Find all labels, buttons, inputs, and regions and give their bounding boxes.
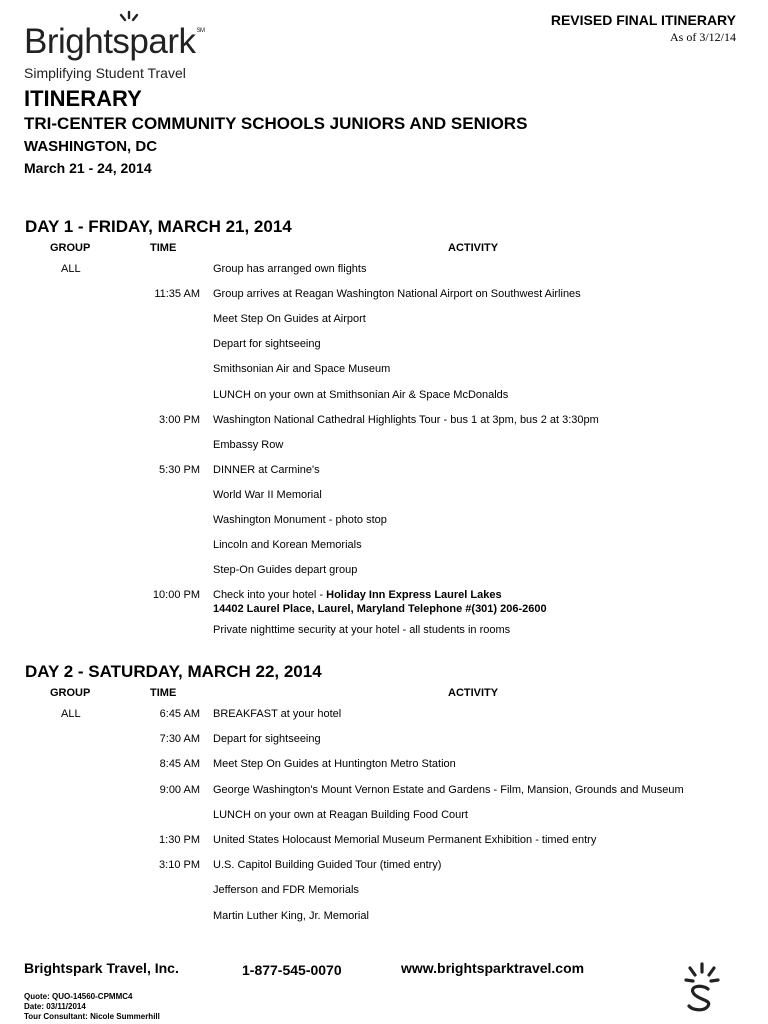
revision-date: As of 3/12/14 (670, 30, 736, 44)
revision-title: REVISED FINAL ITINERARY (550, 12, 736, 28)
row-activity: Washington National Cathedral Highlights Tour - bus 1 at 3pm, bus 2 at 3:30pm (213, 413, 599, 426)
row-activity: Depart for sightseeing (213, 733, 321, 746)
row-time: 6:45 AM (159, 708, 200, 720)
row-time: 9:00 AM (159, 783, 200, 796)
row-activity: Step-On Guides depart group (213, 564, 358, 577)
client-name: TRI-CENTER COMMUNITY SCHOOLS JUNIORS AND SENIORS (24, 114, 528, 133)
row-activity: Group arrives at Reagan Washington National Airport on Southwest Airlines (213, 288, 581, 301)
day1-title: DAY 1 - FRIDAY, MARCH 21, 2014 (25, 217, 292, 236)
destination-city: WASHINGTON, DC (24, 138, 158, 155)
footer-consultant: Tour Consultant: Nicole Summerhill (24, 1012, 160, 1021)
row-activity: Jefferson and FDR Memorials (213, 884, 359, 897)
row-activity: Meet Step On Guides at Airport (213, 313, 366, 326)
footer-company: Brightspark Travel, Inc. (24, 960, 179, 976)
row-time: 3:00 PM (159, 413, 200, 426)
day2-header-activity: ACTIVITY (448, 687, 499, 699)
security-note: Private nighttime security at your hotel - all students in rooms (213, 624, 511, 636)
row-time: 11:35 AM (154, 288, 200, 301)
row-activity: United States Holocaust Memorial Museum Permanent Exhibition - timed entry (213, 834, 597, 846)
row-activity: George Washington's Mount Vernon Estate and Gardens - Film, Mansion, Grounds and Museum (213, 783, 684, 796)
row-activity: U.S. Capitol Building Guided Tour (timed entry) (213, 859, 442, 872)
spark-icon (115, 10, 143, 28)
day2-title: DAY 2 - SATURDAY, MARCH 22, 2014 (25, 662, 322, 681)
page-title: ITINERARY (24, 86, 142, 111)
row-activity: Smithsonian Air and Space Museum (213, 363, 391, 376)
footer-website[interactable]: www.brightsparktravel.com (401, 960, 585, 976)
hotel-prefix: Check into your hotel - (213, 589, 327, 601)
row-activity: Group has arranged own flights (213, 263, 367, 275)
row-group: ALL (61, 263, 81, 275)
trip-dates: March 21 - 24, 2014 (24, 160, 152, 176)
row-activity: DINNER at Carmine's (213, 463, 320, 476)
hotel-name: Holiday Inn Express Laurel Lakes (326, 589, 502, 601)
row-activity: Embassy Row (213, 438, 284, 451)
hotel-address: 14402 Laurel Place, Laurel, Maryland Telephone #(301) 206-2600 (213, 603, 547, 615)
row-activity: LUNCH on your own at Smithsonian Air & Space McDonalds (213, 388, 509, 401)
brand-logo (24, 22, 205, 62)
row-time: 1:30 PM (159, 834, 200, 846)
row-activity: Meet Step On Guides at Huntington Metro Station (213, 758, 456, 771)
footer-quote: Quote: QUO-14560-CPMMC4 (24, 992, 133, 1001)
row-time: 5:30 PM (159, 463, 200, 476)
row-time: 8:45 AM (159, 758, 200, 771)
footer-phone: 1-877-545-0070 (242, 962, 342, 978)
hotel-time: 10:00 PM (152, 589, 200, 601)
day1-header-activity: ACTIVITY (448, 242, 499, 254)
spark-s-icon (682, 962, 722, 1014)
row-activity: Martin Luther King, Jr. Memorial (213, 909, 369, 922)
day1-header-group: GROUP (50, 242, 91, 254)
day1-header-time: TIME (150, 242, 177, 254)
row-time: 7:30 AM (159, 733, 200, 746)
row-activity: BREAKFAST at your hotel (213, 708, 342, 720)
row-activity: LUNCH on your own at Reagan Building Food Court (213, 808, 468, 821)
row-activity: Depart for sightseeing (213, 338, 321, 351)
day2-header-time: TIME (150, 687, 177, 699)
hotel-checkin (213, 589, 502, 602)
footer-date: Date: 03/11/2014 (24, 1002, 86, 1011)
row-time: 3:10 PM (159, 859, 200, 872)
row-activity: World War II Memorial (213, 488, 322, 501)
brand-service-mark: SM (196, 28, 205, 34)
brand-name: Brightspark (24, 22, 196, 61)
row-activity: Lincoln and Korean Memorials (213, 539, 362, 552)
row-activity: Washington Monument - photo stop (213, 514, 387, 526)
row-group: ALL (61, 708, 81, 720)
brand-tagline: Simplifying Student Travel (24, 65, 186, 81)
day2-header-group: GROUP (50, 687, 91, 699)
